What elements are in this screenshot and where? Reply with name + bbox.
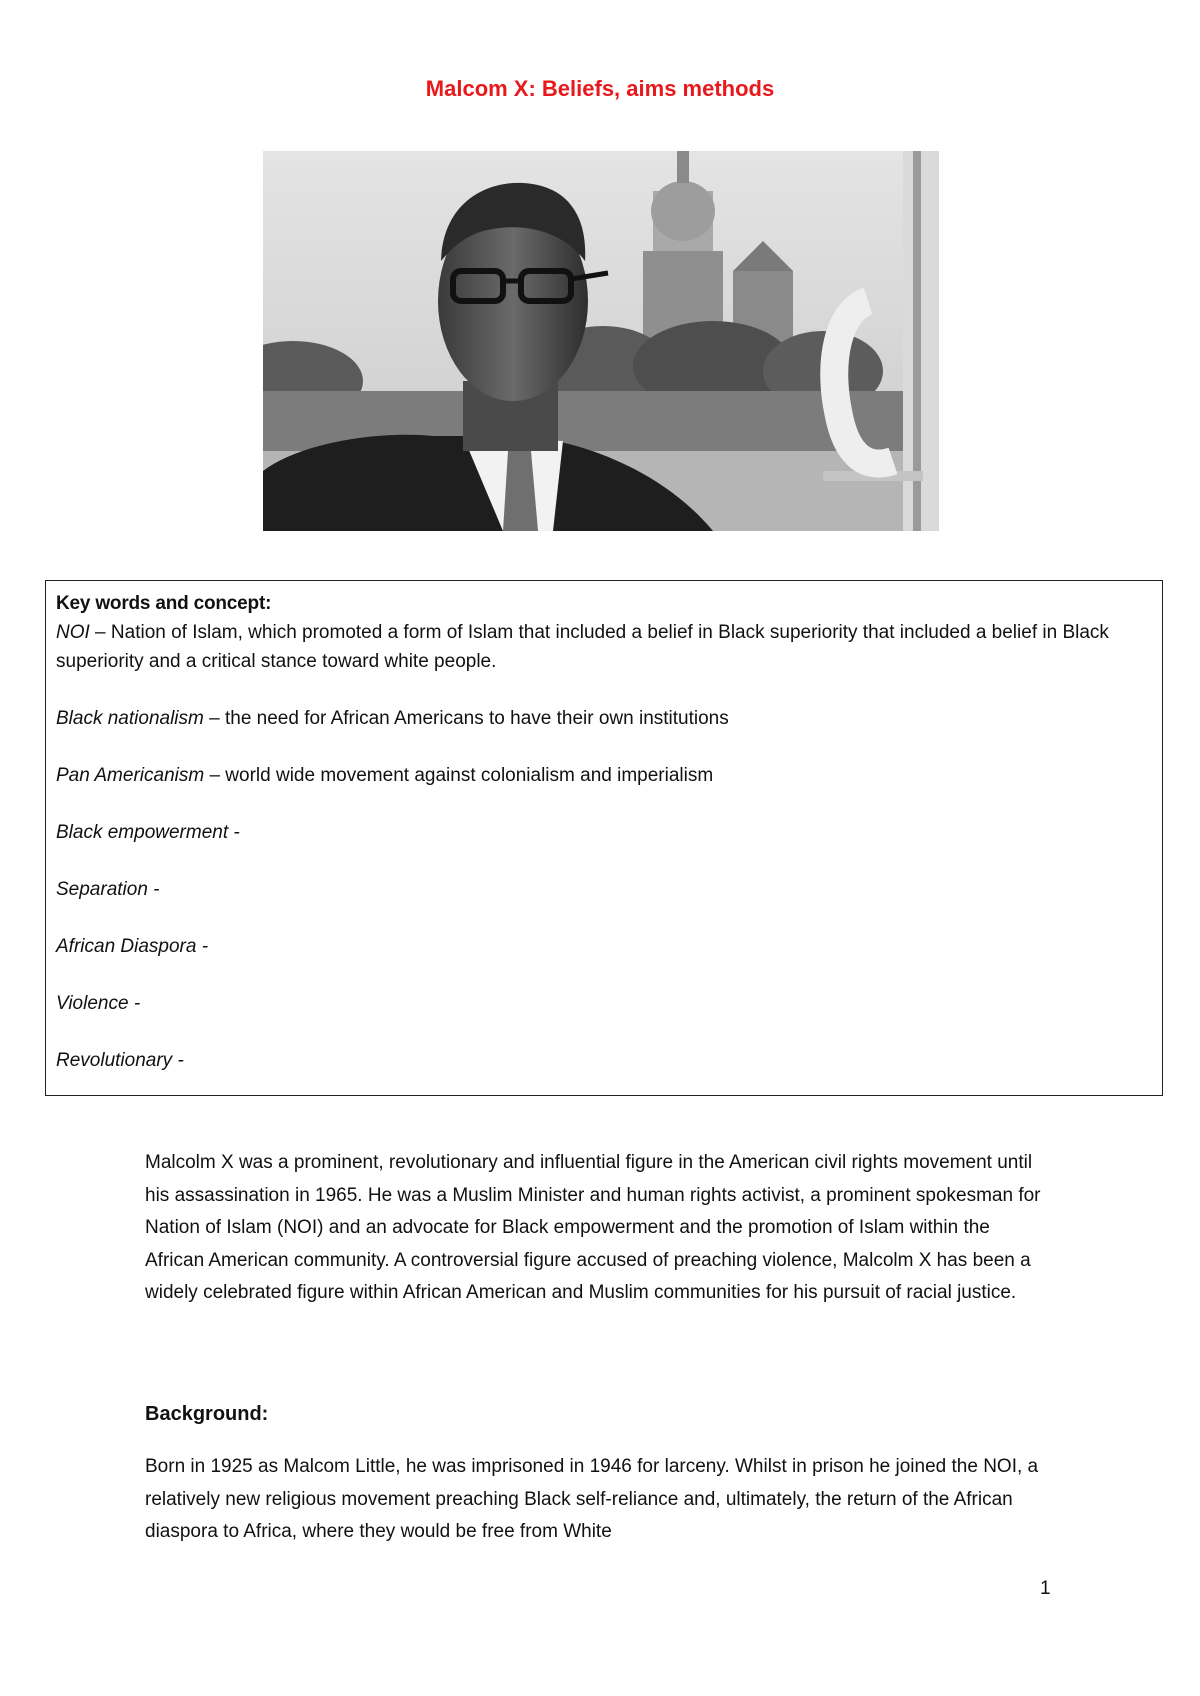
key-word-entry: [56, 932, 1152, 961]
background-heading: Background:: [145, 1403, 269, 1425]
intro-paragraph: Malcolm X was a prominent, revolutionary and influential figure in the American civil rights movement until his assassination in 1965. He was a Muslim Minister and human rights activist, a prominent spokesman for Nation of Islam (NOI) and an advocate for Black empowerment and the promotion of Islam within the African American community. A controversial figure accused of preaching violence, Malcolm X has been a widely celebrated figure within African American and Muslim communities for his pursuit of racial justice.: [145, 1152, 1041, 1303]
document-title: Malcom X: Beliefs, aims methods: [425, 76, 775, 101]
key-word-entry: [56, 761, 1152, 790]
key-word-entry: [56, 875, 1152, 904]
key-word-term: Violence -: [56, 993, 141, 1014]
key-word-entry: [56, 618, 1152, 676]
key-word-term: Revolutionary -: [56, 1050, 184, 1071]
page-number: 1: [1040, 1578, 1051, 1599]
key-word-definition: – the need for African Americans to have their own institutions: [203, 708, 729, 729]
key-word-entry: [56, 818, 1152, 847]
key-word-term: Separation -: [56, 879, 160, 900]
key-word-definition: – world wide movement against colonialism and imperialism: [204, 765, 714, 786]
key-word-term: Pan Americanism: [56, 765, 205, 786]
key-word-entry: [56, 989, 1152, 1018]
key-word-term: NOI: [56, 622, 90, 643]
key-word-definition: – Nation of Islam, which promoted a form of Islam that included a belief in Black superiority that included a belief in Black superiority and a critical stance toward white people.: [56, 622, 1109, 672]
key-word-entry: [56, 704, 1152, 733]
portrait-photo-icon: [263, 151, 939, 531]
key-words-heading: Key words and concept:: [56, 593, 272, 614]
key-word-term: African Diaspora -: [56, 936, 209, 957]
background-paragraph: Born in 1925 as Malcom Little, he was imprisoned in 1946 for larceny. Whilst in prison he joined the NOI, a relatively new religious movement preaching Black self-reliance and, ultimately, the return of the African diaspora to Africa, where they would be free from White: [145, 1456, 1039, 1542]
key-words-box: [45, 580, 1163, 1096]
portrait-photo: [263, 151, 939, 531]
key-word-term: Black nationalism: [56, 708, 204, 729]
key-word-entry: [56, 1046, 1152, 1075]
key-word-term: Black empowerment -: [56, 822, 240, 843]
